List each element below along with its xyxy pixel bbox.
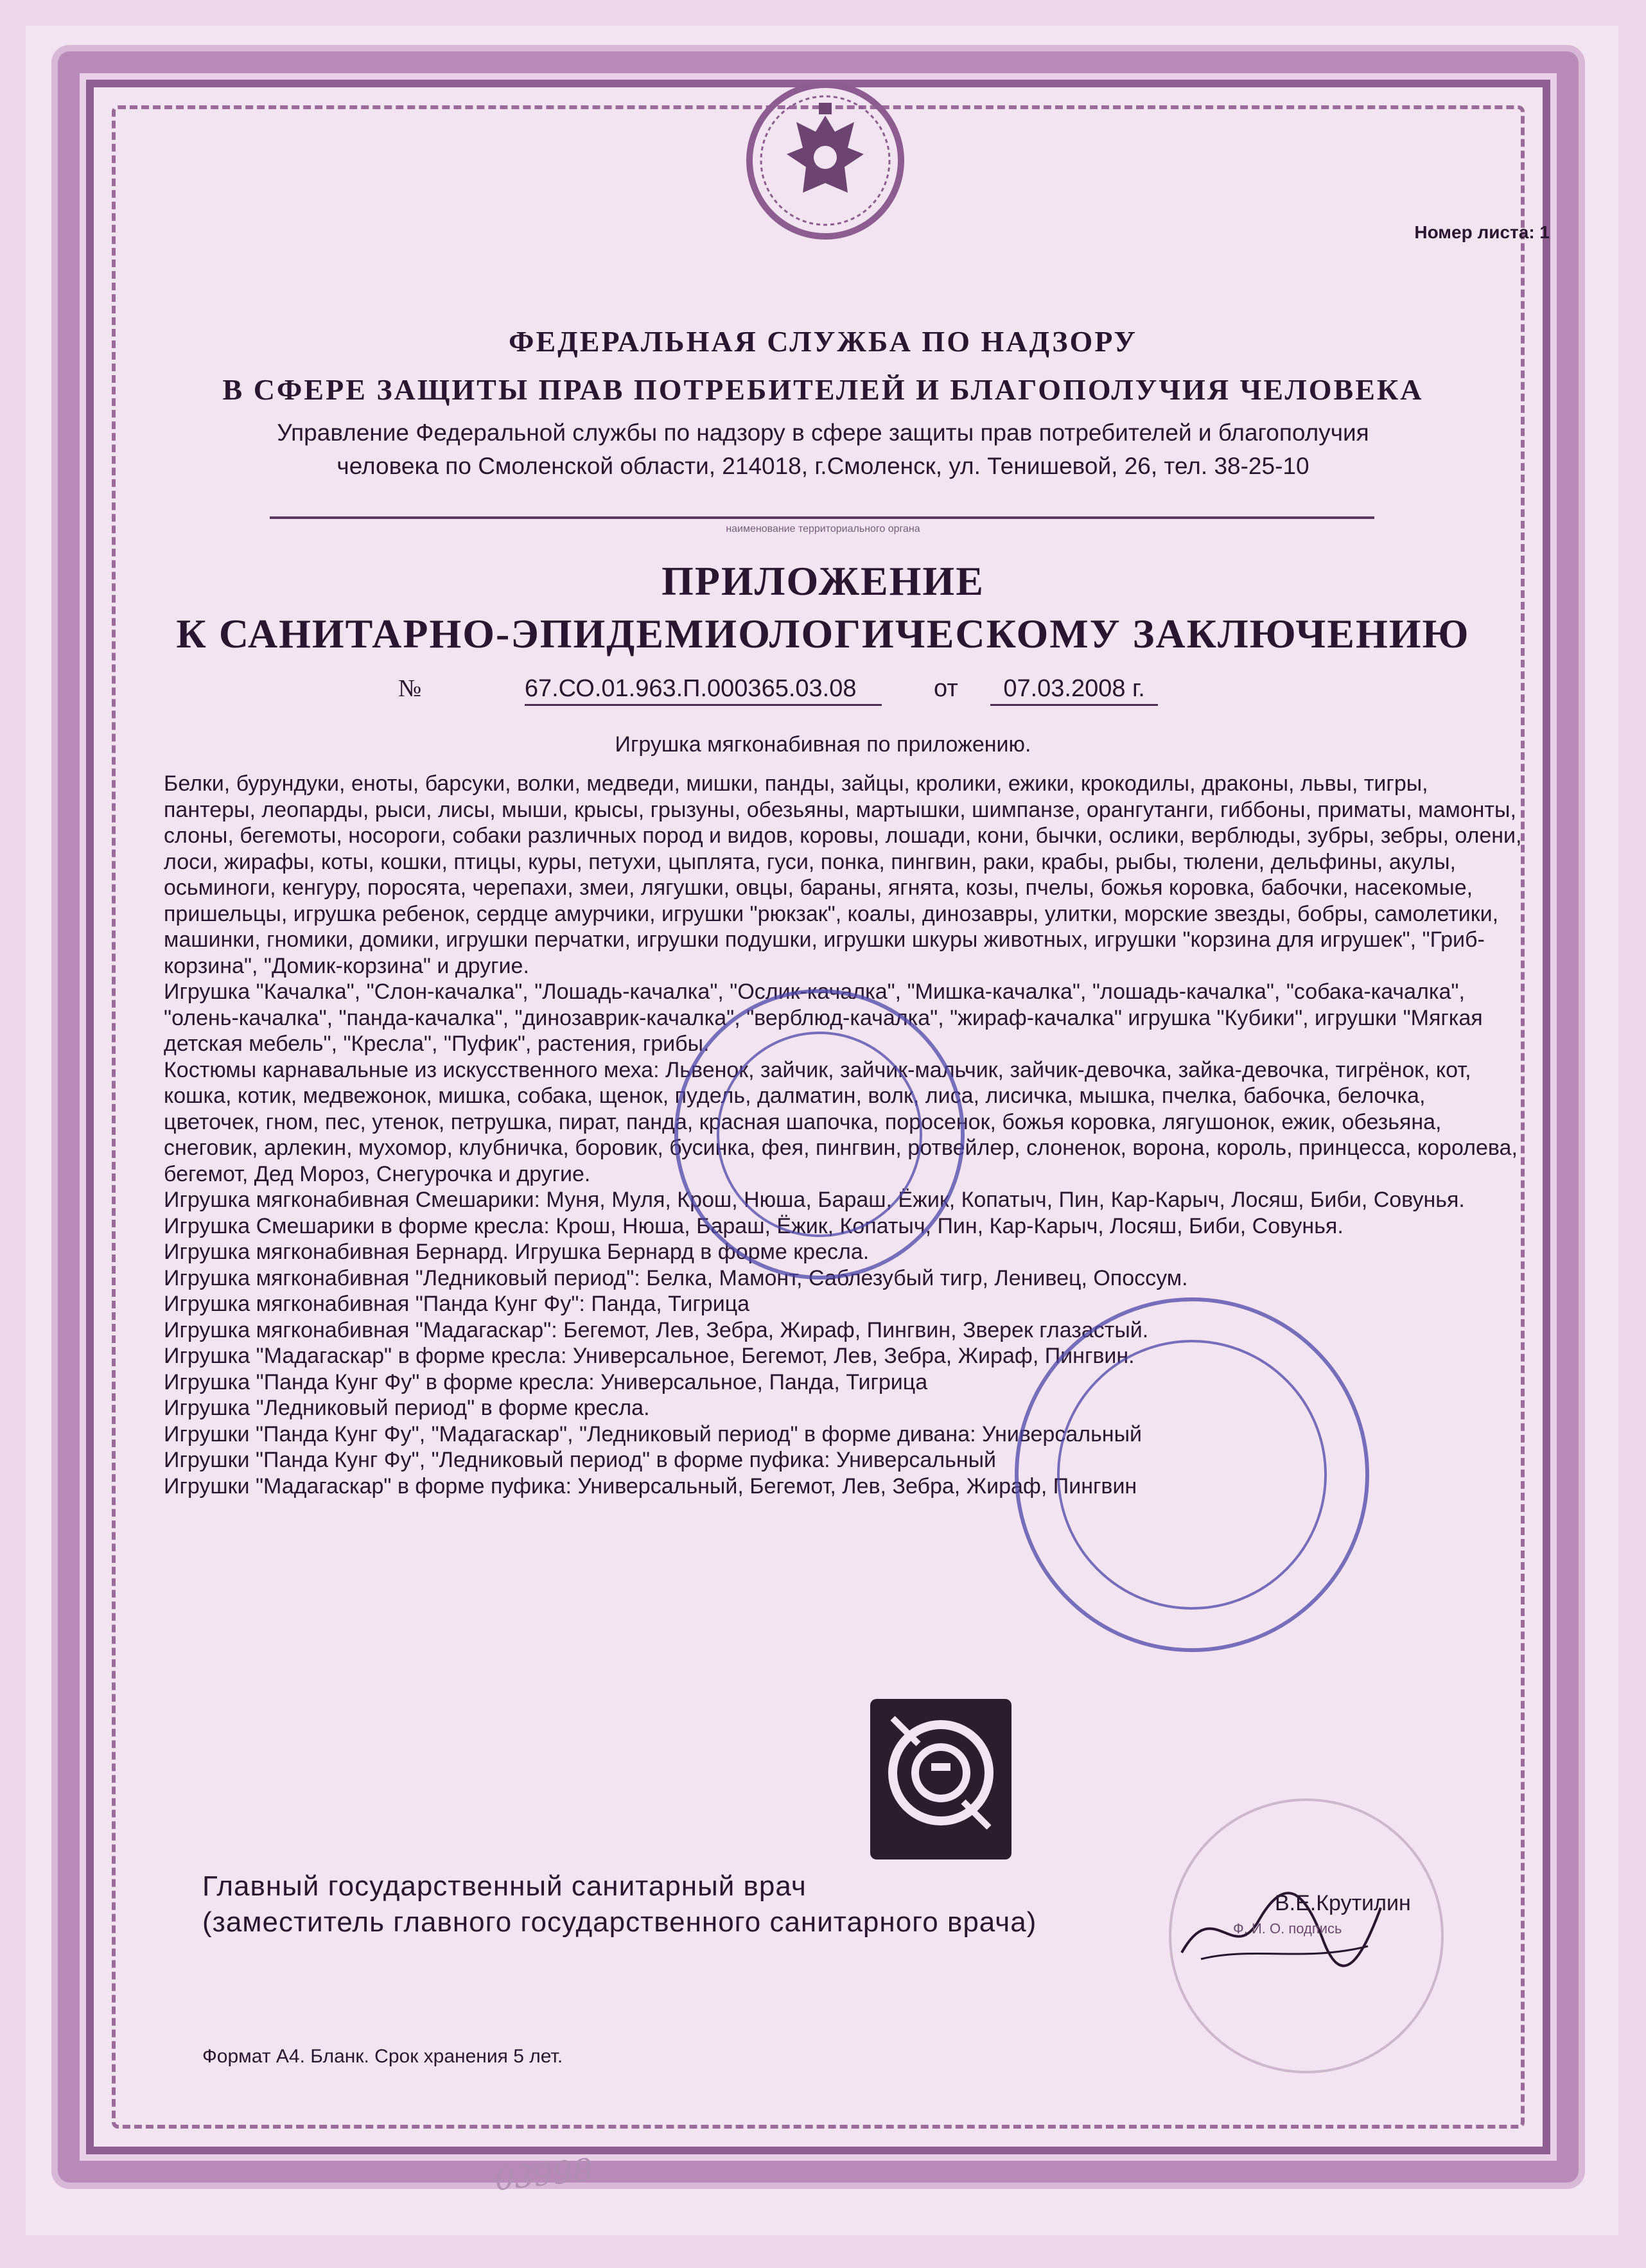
paragraph: Игрушка мягконабивная "Ледниковый период": Белка, Мамонт, Саблезубый тигр, Ленивец, Опоссум. <box>164 1265 1188 1290</box>
document-title: ПРИЛОЖЕНИЕ <box>661 558 985 604</box>
number-sign: № <box>398 675 422 702</box>
paragraph: Игрушки "Мадагаскар" в форме пуфика: Универсальный, Бегемот, Лев, Зебра, Жираф, Пингвин <box>164 1473 1137 1499</box>
paragraph: Игрушка мягконабивная Бернард. Игрушка Бернард в форме кресла. <box>164 1240 870 1264</box>
conclusion-number-line <box>398 674 1158 706</box>
double-headed-eagle-emblem-icon <box>742 77 909 244</box>
divider-rule <box>270 516 1374 519</box>
round-stamp <box>1015 1297 1369 1652</box>
division-line2: человека по Смоленской области, 214018, г.Смоленск, ул. Тенишевой, 26, тел. 38-25-10 <box>337 453 1309 479</box>
round-stamp <box>674 989 965 1279</box>
product-title: Игрушка мягконабивная по приложению. <box>615 732 1031 757</box>
agency-name-line1: ФЕДЕРАЛЬНАЯ СЛУЖБА ПО НАДЗОРУ <box>508 325 1138 358</box>
sheet-number: Номер листа: 1 <box>1414 222 1550 242</box>
paragraph: Игрушка "Мадагаскар" в форме кресла: Универсальное, Бегемот, Лев, Зебра, Жираф, Пингвин. <box>164 1344 1135 1368</box>
handwritten-number: 03998 <box>493 2152 595 2198</box>
signature-caption: Ф. И. О. подпись <box>1233 1921 1342 1937</box>
paragraph: Игрушка "Ледниковый период" в форме кресла. <box>164 1396 650 1420</box>
certification-mark-icon <box>867 1696 1015 1863</box>
paragraph: Игрушка мягконабивная Смешарики: Муня, Муля, Крош, Нюша, Бараш, Ёжик, Копатыч, Пин, Кар-Карыч, Лосяш, Биби, Совунья. <box>164 1188 1465 1212</box>
rule-caption: наименование территориального органа <box>726 523 920 534</box>
signer-role: Главный государственный санитарный врач <box>202 1870 807 1902</box>
conclusion-number: 67.СО.01.963.П.000365.03.08 <box>525 675 882 706</box>
signer-name: В.Е.Крутилин <box>1275 1891 1411 1915</box>
document-subtitle: К САНИТАРНО-ЭПИДЕМИОЛОГИЧЕСКОМУ ЗАКЛЮЧЕНИЮ <box>176 611 1470 656</box>
agency-name-line2: В СФЕРЕ ЗАЩИТЫ ПРАВ ПОТРЕБИТЕЛЕЙ И БЛАГОПОЛУЧИЯ ЧЕЛОВЕКА <box>222 373 1424 406</box>
paragraph: Игрушка Смешарики в форме кресла: Крош, Нюша, Бараш, Ёжик, Копатыч, Пин, Кар-Карыч, Лосяш, Биби, Совунья. <box>164 1213 1344 1238</box>
conclusion-date: 07.03.2008 г. <box>990 675 1158 706</box>
from-label: от <box>934 675 958 702</box>
paragraph: Игрушка "Панда Кунг Фу" в форме кресла: Универсальное, Панда, Тигрица <box>164 1369 928 1394</box>
paragraph: Игрушки "Панда Кунг Фу", "Ледниковый период" в форме пуфика: Универсальный <box>164 1448 997 1472</box>
form-format-note: Формат А4. Бланк. Срок хранения 5 лет. <box>202 2046 563 2067</box>
paragraph: Белки, бурундуки, еноты, барсуки, волки, медведи, мишки, панды, зайцы, кролики, ежики, крокодилы, драконы, львы, тигры, пантеры, леопарды, рыси, лисы, мыши, крысы, грызуны, обезьяны, мартышки, шимпанзе, орангутанги, гиббоны, приматы, мамонты, слоны, бегемоты, носороги, собаки различных пород и видов, коровы, лошади, кони, бычки, ослики, верблюды, зубры, зебры, олени, лоси, жирафы, коты, кошки, птицы, куры, петухи, цыплята, гуси, понка, пингвин, раки, крабы, рыбы, тюлени, дельфины, акулы, осьминоги, кенгуру, поросята, черепахи, змеи, лягушки, овцы, бараны, ягнята, козы, пчелы, божья коровка, бабочки, насекомые, пришельцы, игрушка ребенок, сердце амурчики, игрушки "рюкзак", коалы, динозавры, улитки, морские звезды, бобры, самолетики, машинки, гномики, домики, игрушки перчатки, игрушки подушки, игрушки шкуры животных, игрушки "корзина для игрушек", "Гриб-корзина", "Домик-корзина" и другие. <box>164 771 1522 978</box>
paragraph: Костюмы карнавальные из искусственного меха: Львенок, зайчик, зайчик-мальчик, зайчик-девочка, зайка-девочка, тигрёнок, кот, кошка, котик, медвежонок, мишка, собака, щенок, пудель, далматин, волк, лиса, лисичка, мышка, пчелка, бабочка, белочка, цветочек, гном, пес, утенок, петрушка, пират, панда, красная шапочка, поросенок, божья коровка, лягушонок, ежик, обезьяна, снеговик, арлекин, мухомор, клубничка, боровик, бусинка, фея, пингвин, ротвейлер, слоненок, ворона, король, принцесса, королева, бегемот, Дед Мороз, Снегурочка и другие. <box>164 1057 1518 1186</box>
signer-role-deputy: (заместитель главного государственного санитарного врача) <box>202 1906 1037 1938</box>
division-address <box>0 416 1646 483</box>
paragraph: Игрушка мягконабивная "Панда Кунг Фу": Панда, Тигрица <box>164 1292 750 1316</box>
paragraph: Игрушка "Качалка", "Слон-качалка", "Лошадь-качалка", "Ослик-качалка", "Мишка-качалка", "лошадь-качалка", "собака-качалка", "олень-качалка", "панда-качалка", "динозаврик-качалка", "верблюд-качалка", "жираф-качалка" игрушка "Кубики", игрушки "Мягкая детская мебель", "Кресла", "Пуфик", растения, грибы. <box>164 980 1483 1056</box>
division-line1: Управление Федеральной службы по надзору в сфере защиты прав потребителей и благополучия <box>277 419 1369 446</box>
paragraph: Игрушка мягконабивная "Мадагаскар": Бегемот, Лев, Зебра, Жираф, Пингвин, Зверек глазастый. <box>164 1317 1149 1342</box>
paragraph: Игрушки "Панда Кунг Фу", "Мадагаскар", "Ледниковый период" в форме дивана: Универсальный <box>164 1421 1143 1446</box>
